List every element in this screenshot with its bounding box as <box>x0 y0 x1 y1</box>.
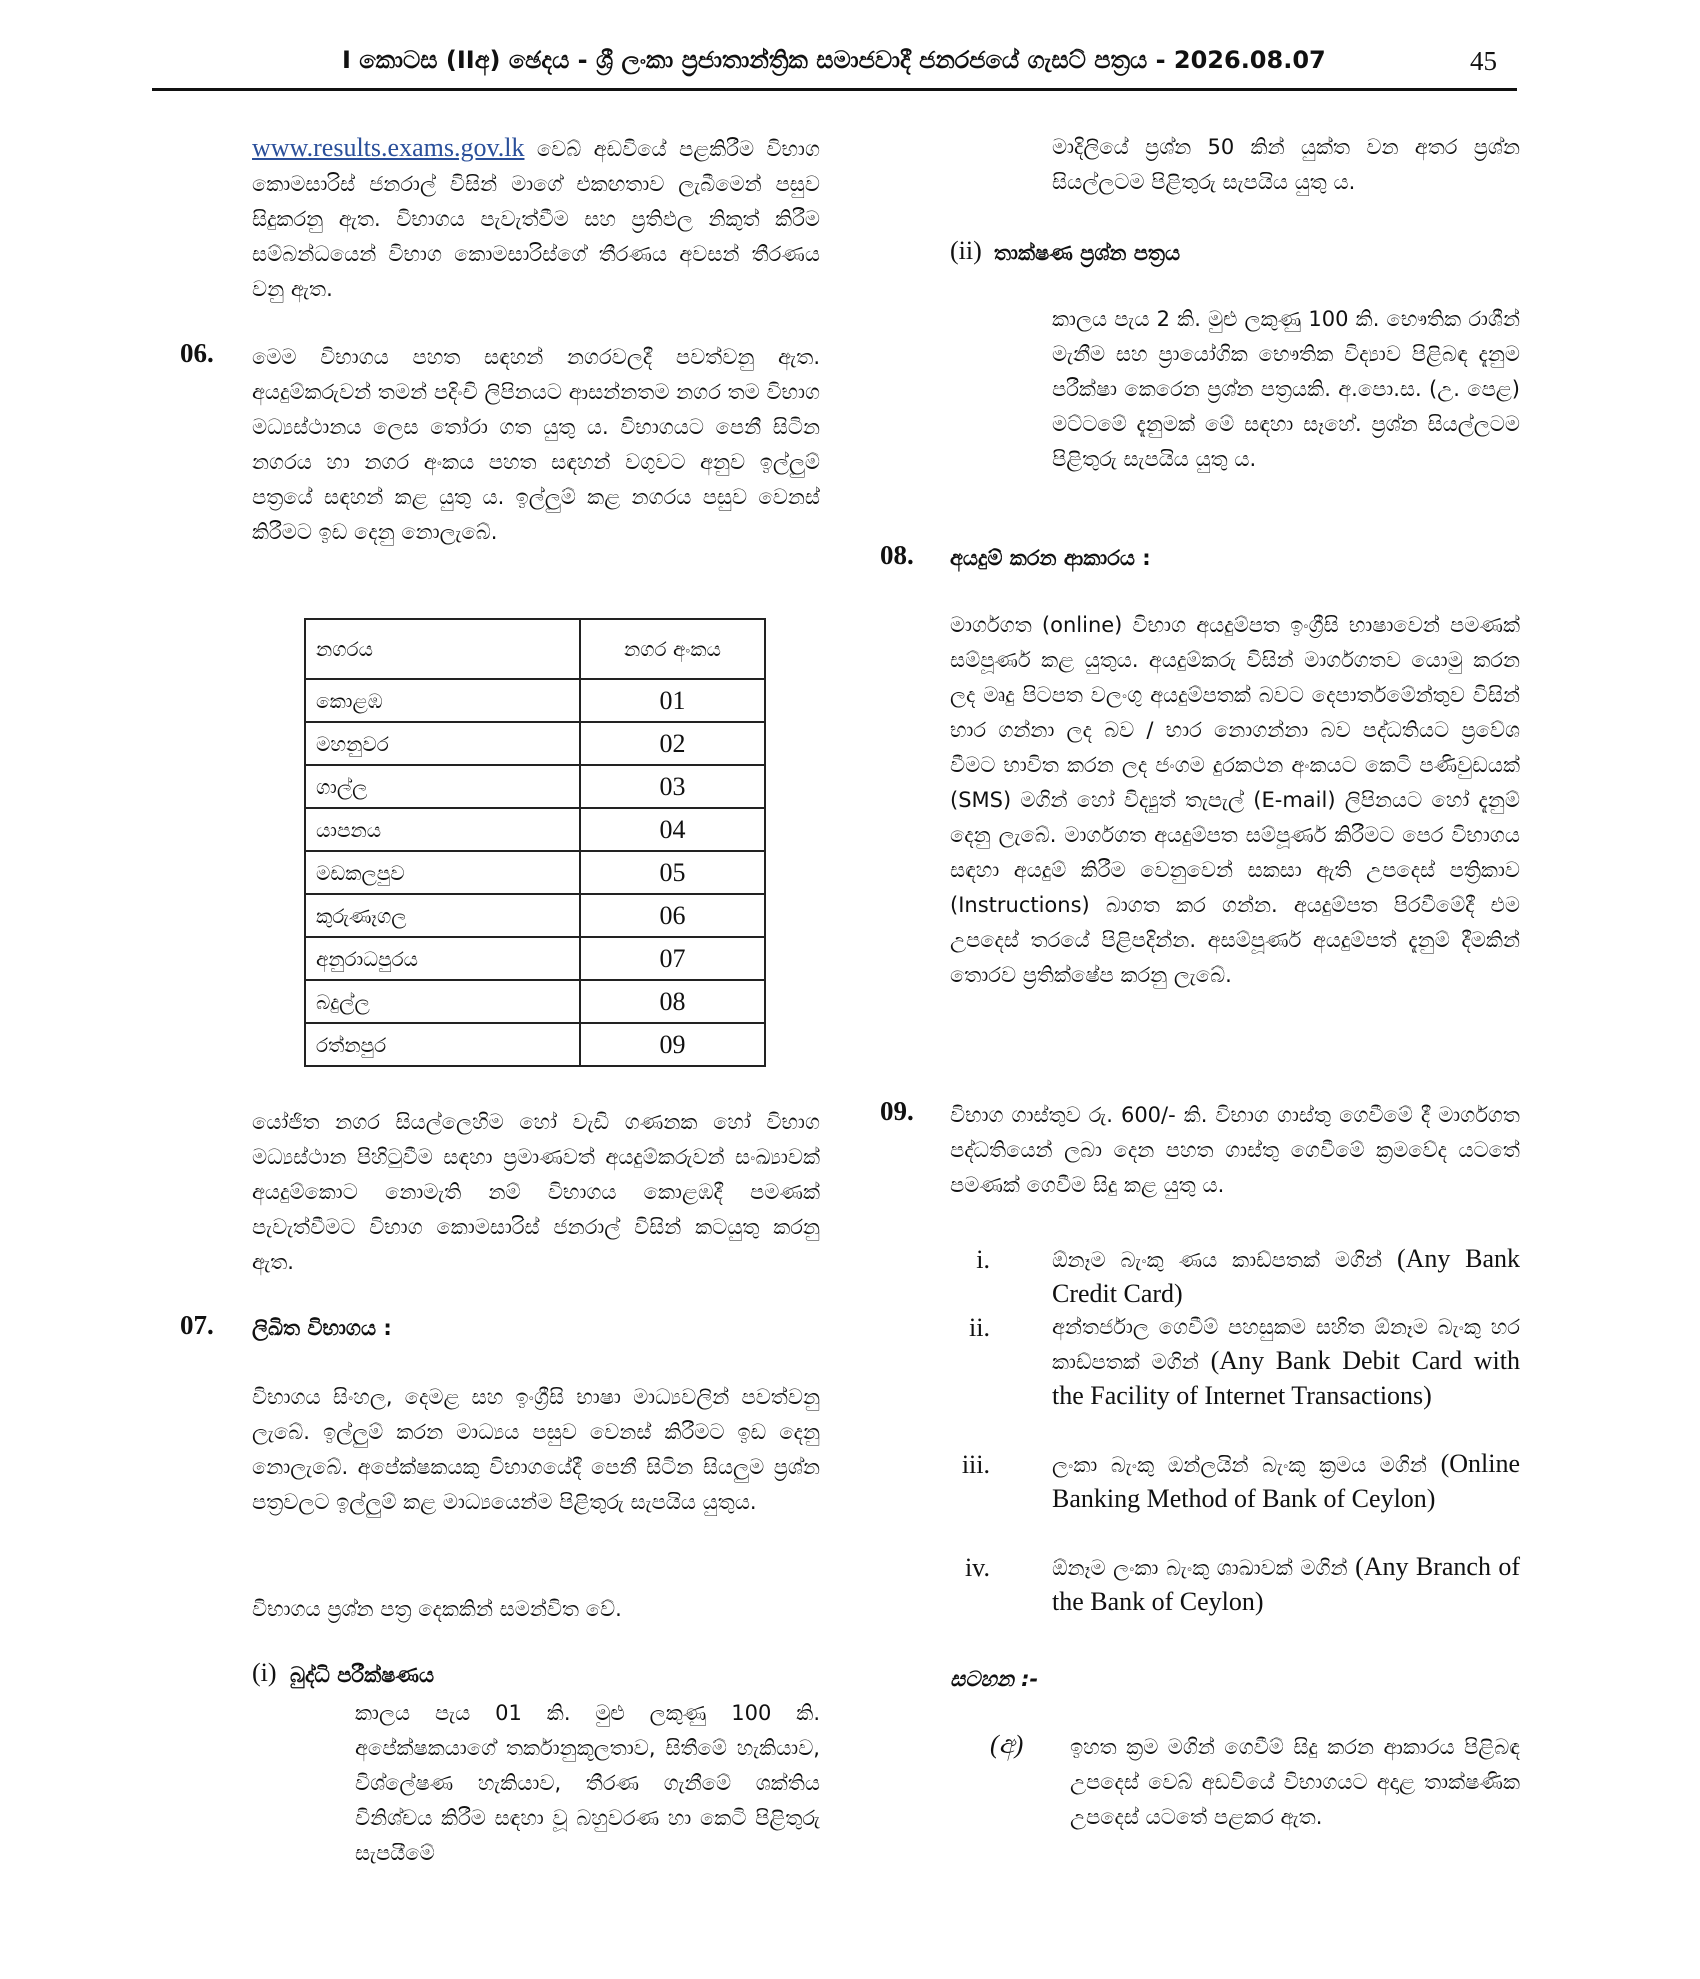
table-header-row <box>305 619 765 679</box>
header-title: I කොටස (IIඅ) ඡෙදය - ශ්‍රී ලංකා ප්‍රජාතාන්ත්‍රික සමාජවාදී ජනරජයේ ගැසට් පත්‍රය - 2026.08.07 <box>342 46 1326 74</box>
list-item <box>1052 1310 1520 1414</box>
section-07-number: 07. <box>180 1310 214 1340</box>
intro-paragraph <box>252 130 820 307</box>
code-cell: 02 <box>580 722 765 765</box>
list-item <box>1052 1447 1520 1517</box>
section-07-paragraph-2: විභාගය ප්‍රශ්න පත්‍ර දෙකකින් සමන්විත වේ. <box>252 1597 622 1621</box>
method-english: (Any Bank Credit Card) <box>1052 1244 1520 1308</box>
after-table-paragraph: යෝජිත නගර සියල්ලෙහිම හෝ වැඩි ගණනක හෝ විභාග මධ්‍යස්ථාන පිහිටුවීම සඳහා ප්‍රමාණවත් අයදුම්කරුවන් සංඛ්‍යාවක් අයදුම්කොට නොමැති නම් විභාගය කොළඹදී පමණක් පැවැත්වීමට විභාග කොමසාරිස් ජනරාල් විසින් කටයුතු කරනු ඇත. <box>252 1110 820 1274</box>
section-07-heading: ලිඛිත විභාගය : <box>252 1316 392 1340</box>
table-row <box>305 1023 765 1066</box>
city-cell: අනුරාධපුරය <box>305 937 580 980</box>
method-number: iii. <box>961 1450 990 1479</box>
method-number: ii. <box>969 1313 990 1342</box>
sub-i-text: කාලය පැය 01 කි. මුළු ලකුණු 100 කි. අපේක්ෂකයාගේ තර්කානුකූලතාව, සිතීමේ හැකියාව, විශ්ලේෂණ හැකියාව, තීරණ ගැනීමේ ශක්තිය විනිශ්චය කිරීම සඳහා වූ බහුවරණ හා කෙටි පිළිතුරු සැපයීමේ <box>355 1701 820 1865</box>
sub-i-label: (i) <box>252 1658 277 1687</box>
column-header-city: නගරය <box>305 619 580 679</box>
section-06-number: 06. <box>180 338 214 368</box>
method-sinhala: ලංකා බැංකු ඔන්ලයින් බැංකු ක්‍රමය මගින් <box>1052 1453 1427 1477</box>
section-09-number: 09. <box>880 1096 914 1126</box>
continued-text: මාදිලියේ ප්‍රශ්න 50 කින් යුක්ත වන අතර ප්‍රශ්න සියල්ලටම පිළිතුරු සැපයිය යුතු ය. <box>1052 135 1520 194</box>
sub-ii-label: (ii) <box>950 236 982 265</box>
code-cell: 09 <box>580 1023 765 1066</box>
code-cell: 03 <box>580 765 765 808</box>
section-06-text: මෙම විභාගය පහත සඳහන් නගරවලදී පවත්වනු ඇත. අයදුම්කරුවන් තමන් පදිංචි ලිපිනයට ආසන්නතම නගර තම විභාග මධ්‍යස්ථානය ලෙස තෝරා ගත යුතු ය. විභාගයට පෙනී සිටින නගරය හා නගර අංකය පහත සඳහන් වගුවට අනුව ඉල්ලුම් පත්‍රයේ සඳහන් කළ යුතු ය. ඉල්ලුම් කළ නගරය පසුව වෙනස් කිරීමට ඉඩ දෙනු නොලැබේ. <box>252 345 820 544</box>
city-table <box>304 618 766 1067</box>
code-cell: 07 <box>580 937 765 980</box>
note-label: (අ) <box>990 1730 1024 1759</box>
method-sinhala: අන්තර්ජාල ගෙවීම් පහසුකම සහිත ඕනෑම බැංකු හර කාඩ්පතක් මගින් <box>1052 1315 1520 1374</box>
city-cell: බදුල්ල <box>305 980 580 1023</box>
section-08-number: 08. <box>880 540 914 570</box>
intro-text: වෙබ් අඩවියේ පළකිරීම විභාග කොමසාරිස් ජනරාල් විසින් මාගේ එකඟතාව ලැබීමෙන් පසුව සිදුකරනු ඇත. විභාගය පැවැත්වීම සහ ප්‍රතිඵල නිකුත් කිරීම සම්බන්ධයෙන් විභාග කොමසාරිස්ගේ තීරණය අවසන් තීරණය වනු ඇත. <box>252 137 820 301</box>
city-cell: මඩකලපුව <box>305 851 580 894</box>
page-header <box>152 44 1517 91</box>
sub-ii-heading: තාක්ෂණ ප්‍රශ්න පත්‍රය <box>994 241 1181 265</box>
method-english: (Any Branch of the Bank of Ceylon) <box>1052 1552 1520 1616</box>
list-item <box>1052 1242 1520 1312</box>
list-item <box>1052 1550 1520 1620</box>
sub-i-heading: බුද්ධි පරීක්ෂණය <box>290 1663 435 1687</box>
method-sinhala: ඕනෑම බැංකු ණය කාඩ්පතක් මගින් <box>1052 1248 1383 1272</box>
city-cell: කුරුණෑගල <box>305 894 580 937</box>
city-cell: මහනුවර <box>305 722 580 765</box>
method-english: (Online Banking Method of Bank of Ceylon) <box>1052 1449 1520 1513</box>
section-08-text: මාර්ගගත (online) විභාග අයදුම්පත ඉංග්‍රීසි භාෂාවෙන් පමණක් සම්පූර්ණ කළ යුතුය. අයදුම්කරු විසින් මාර්ගගතව යොමු කරන ලද මෘදු පිටපත වලංගු අයදුම්පතක් බවට දෙපාර්තමේන්තුව විසින් භාර ගන්නා ලද බව / භාර නොගන්නා බව පද්ධතියට ප්‍රවේශ වීමට භාවිත කරන ලද ජංගම දුරකථන අංකයට කෙටි පණිවුඩයක් (SMS) මගින් හෝ විද්‍යුත් තැපැල් (E-mail) ලිපිනයට හෝ දැනුම් දෙනු ලැබේ. මාර්ගගත අයදුම්පත සම්පූර්ණ කිරීමට පෙර විභාගය සඳහා අයදුම් කිරීම වෙනුවෙන් සකසා ඇති උපදෙස් පත්‍රිකාව (Instructions) බාගත කර ගන්න. අයදුම්පත පිරවීමේදී එම උපදෙස් තරයේ පිළිපදින්න. අසම්පූර්ණ අයදුම්පත් දැනුම් දීමකින් තොරව ප්‍රතික්ෂේප කරනු ලැබේ. <box>950 613 1520 987</box>
city-cell: යාපනය <box>305 808 580 851</box>
table-row <box>305 851 765 894</box>
code-cell: 05 <box>580 851 765 894</box>
note-text: ඉහත ක්‍රම මගින් ගෙවීම් සිදු කරන ආකාරය පිළිබඳ උපදෙස් වෙබ් අඩවියේ විභාගයට අදාළ තාක්ෂණික උපදෙස් යටතේ පළකර ඇත. <box>1070 1735 1520 1829</box>
sub-ii-text: කාලය පැය 2 කි. මුළු ලකුණු 100 කි. භෞතික රාශීන් මැනීම සහ ප්‍රායෝගික භෞතික විද්‍යාව පිළිබඳ දැනුම පරීක්ෂා කෙරෙන ප්‍රශ්න පත්‍රයකි. අ.පො.ස. (උ. පෙළ) මට්ටමේ දැනුමක් මේ සඳහා සෑහේ. ප්‍රශ්න සියල්ලටම පිළිතුරු සැපයිය යුතු ය. <box>1052 307 1520 471</box>
method-number: i. <box>976 1245 990 1274</box>
table-row <box>305 765 765 808</box>
table-row <box>305 722 765 765</box>
page-number: 45 <box>1470 46 1497 76</box>
method-number: iv. <box>964 1553 990 1582</box>
note-heading: සටහන :- <box>950 1667 1039 1691</box>
table-row <box>305 980 765 1023</box>
city-cell: රත්නපුර <box>305 1023 580 1066</box>
table-row <box>305 679 765 722</box>
section-08-heading: අයදුම් කරන ආකාරය : <box>950 546 1151 570</box>
table-row <box>305 894 765 937</box>
table-row <box>305 937 765 980</box>
city-cell: කොළඹ <box>305 679 580 722</box>
results-link[interactable]: www.results.exams.gov.lk <box>252 133 525 162</box>
section-09-text: විභාග ගාස්තුව රු. 600/- කි. විභාග ගාස්තු ගෙවීමේ දී මාර්ගගත පද්ධතියෙන් ලබා දෙන පහත ගාස්තු ගෙවීමේ ක්‍රමවේද යටතේ පමණක් ගෙවීම සිදු කළ යුතු ය. <box>950 1103 1520 1197</box>
code-cell: 01 <box>580 679 765 722</box>
code-cell: 08 <box>580 980 765 1023</box>
table-row <box>305 808 765 851</box>
section-07-paragraph-1: විභාගය සිංහල, දෙමළ සහ ඉංග්‍රීසි භාෂා මාධ්‍යවලින් පවත්වනු ලැබේ. ඉල්ලුම් කරන මාධ්‍යය පසුව වෙනස් කිරීමට ඉඩ දෙනු නොලැබේ. අපේක්ෂකයකු විභාගයේදී පෙනී සිටින සියලුම ප්‍රශ්න පත්‍රවලට ඉල්ලුම් කළ මාධ්‍යයෙන්ම පිළිතුරු සැපයිය යුතුය. <box>252 1385 820 1514</box>
method-sinhala: ඕනෑම ලංකා බැංකු ශාඛාවක් මගින් <box>1052 1556 1348 1580</box>
code-cell: 04 <box>580 808 765 851</box>
code-cell: 06 <box>580 894 765 937</box>
column-header-code: නගර අංකය <box>580 619 765 679</box>
city-cell: ගාල්ල <box>305 765 580 808</box>
method-english: (Any Bank Debit Card with the Facility of Internet Transactions) <box>1052 1346 1521 1410</box>
